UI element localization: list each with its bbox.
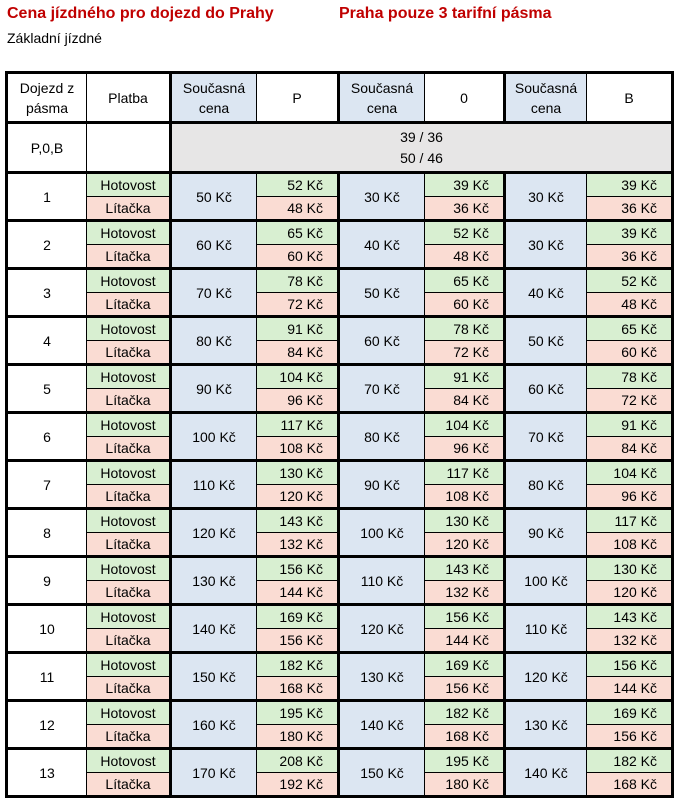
b-card-price: 168 Kč bbox=[587, 773, 673, 797]
table-row bbox=[7, 509, 673, 533]
table-row bbox=[7, 461, 673, 485]
p-card-price: 144 Kč bbox=[257, 581, 339, 605]
zone-cell: 1 bbox=[7, 173, 87, 221]
zone-cell: 11 bbox=[7, 653, 87, 701]
p-card-price: 156 Kč bbox=[257, 629, 339, 653]
page-title: Cena jízdného pro dojezd do Prahy bbox=[7, 5, 274, 22]
b-card-price: 48 Kč bbox=[587, 293, 673, 317]
zone-cell: 13 bbox=[7, 749, 87, 797]
z0-cash-price: 169 Kč bbox=[425, 653, 505, 677]
payment-cash-label: Hotovost bbox=[87, 653, 171, 677]
z0-card-price: 60 Kč bbox=[425, 293, 505, 317]
z0-cash-price: 52 Kč bbox=[425, 221, 505, 245]
b-card-price: 132 Kč bbox=[587, 629, 673, 653]
b-current-price: 40 Kč bbox=[505, 269, 587, 317]
b-cash-price: 39 Kč bbox=[587, 221, 673, 245]
p-current-price: 130 Kč bbox=[171, 557, 257, 605]
z0-current-price: 30 Kč bbox=[339, 173, 425, 221]
b-current-price: 50 Kč bbox=[505, 317, 587, 365]
b-current-price: 140 Kč bbox=[505, 749, 587, 797]
z0-card-price: 84 Kč bbox=[425, 389, 505, 413]
p-current-price: 120 Kč bbox=[171, 509, 257, 557]
z0-current-price: 100 Kč bbox=[339, 509, 425, 557]
zone-cell: 8 bbox=[7, 509, 87, 557]
z0-current-price: 50 Kč bbox=[339, 269, 425, 317]
z0-current-price: 150 Kč bbox=[339, 749, 425, 797]
payment-card-label: Lítačka bbox=[87, 725, 171, 749]
p-cash-price: 78 Kč bbox=[257, 269, 339, 293]
pob-values bbox=[171, 123, 673, 173]
table-row bbox=[7, 653, 673, 677]
payment-cash-label: Hotovost bbox=[87, 509, 171, 533]
payment-cash-label: Hotovost bbox=[87, 605, 171, 629]
b-current-price: 70 Kč bbox=[505, 413, 587, 461]
payment-cash-label: Hotovost bbox=[87, 413, 171, 437]
p-current-price: 70 Kč bbox=[171, 269, 257, 317]
z0-cash-price: 156 Kč bbox=[425, 605, 505, 629]
table-row bbox=[7, 749, 673, 773]
header-zone-b: B bbox=[587, 73, 673, 123]
payment-cash-label: Hotovost bbox=[87, 701, 171, 725]
p-current-price: 140 Kč bbox=[171, 605, 257, 653]
z0-current-price: 60 Kč bbox=[339, 317, 425, 365]
zone-cell: 4 bbox=[7, 317, 87, 365]
b-card-price: 120 Kč bbox=[587, 581, 673, 605]
pob-line-2: 50 / 46 bbox=[400, 149, 443, 166]
header-current-0: Současná cena bbox=[339, 73, 425, 123]
z0-current-price: 140 Kč bbox=[339, 701, 425, 749]
z0-cash-price: 78 Kč bbox=[425, 317, 505, 341]
b-card-price: 144 Kč bbox=[587, 677, 673, 701]
zone-cell: 6 bbox=[7, 413, 87, 461]
z0-card-price: 48 Kč bbox=[425, 245, 505, 269]
table-row bbox=[7, 173, 673, 197]
z0-card-price: 156 Kč bbox=[425, 677, 505, 701]
pob-label: P,0,B bbox=[7, 123, 87, 173]
b-current-price: 100 Kč bbox=[505, 557, 587, 605]
p-cash-price: 195 Kč bbox=[257, 701, 339, 725]
payment-cash-label: Hotovost bbox=[87, 557, 171, 581]
z0-card-price: 132 Kč bbox=[425, 581, 505, 605]
b-card-price: 72 Kč bbox=[587, 389, 673, 413]
p-card-price: 192 Kč bbox=[257, 773, 339, 797]
p-card-price: 84 Kč bbox=[257, 341, 339, 365]
b-current-price: 110 Kč bbox=[505, 605, 587, 653]
z0-card-price: 168 Kč bbox=[425, 725, 505, 749]
p-current-price: 150 Kč bbox=[171, 653, 257, 701]
payment-card-label: Lítačka bbox=[87, 533, 171, 557]
b-cash-price: 78 Kč bbox=[587, 365, 673, 389]
z0-card-price: 144 Kč bbox=[425, 629, 505, 653]
z0-current-price: 90 Kč bbox=[339, 461, 425, 509]
header-current-p: Současná cena bbox=[171, 73, 257, 123]
z0-cash-price: 91 Kč bbox=[425, 365, 505, 389]
p-card-price: 168 Kč bbox=[257, 677, 339, 701]
b-cash-price: 91 Kč bbox=[587, 413, 673, 437]
zone-cell: 10 bbox=[7, 605, 87, 653]
pob-payment-empty bbox=[87, 123, 171, 173]
table-row bbox=[7, 605, 673, 629]
z0-card-price: 180 Kč bbox=[425, 773, 505, 797]
p-card-price: 72 Kč bbox=[257, 293, 339, 317]
p-current-price: 80 Kč bbox=[171, 317, 257, 365]
z0-current-price: 40 Kč bbox=[339, 221, 425, 269]
b-current-price: 30 Kč bbox=[505, 173, 587, 221]
z0-cash-price: 195 Kč bbox=[425, 749, 505, 773]
p-cash-price: 130 Kč bbox=[257, 461, 339, 485]
table-row bbox=[7, 221, 673, 245]
payment-cash-label: Hotovost bbox=[87, 461, 171, 485]
p-current-price: 110 Kč bbox=[171, 461, 257, 509]
p-card-price: 96 Kč bbox=[257, 389, 339, 413]
payment-card-label: Lítačka bbox=[87, 341, 171, 365]
fare-table bbox=[5, 71, 674, 798]
payment-card-label: Lítačka bbox=[87, 485, 171, 509]
z0-card-price: 96 Kč bbox=[425, 437, 505, 461]
payment-cash-label: Hotovost bbox=[87, 365, 171, 389]
p-cash-price: 208 Kč bbox=[257, 749, 339, 773]
z0-card-price: 36 Kč bbox=[425, 197, 505, 221]
z0-cash-price: 39 Kč bbox=[425, 173, 505, 197]
z0-current-price: 130 Kč bbox=[339, 653, 425, 701]
zone-cell: 2 bbox=[7, 221, 87, 269]
b-cash-price: 117 Kč bbox=[587, 509, 673, 533]
b-current-price: 130 Kč bbox=[505, 701, 587, 749]
b-cash-price: 39 Kč bbox=[587, 173, 673, 197]
b-cash-price: 130 Kč bbox=[587, 557, 673, 581]
b-card-price: 108 Kč bbox=[587, 533, 673, 557]
z0-current-price: 70 Kč bbox=[339, 365, 425, 413]
p-card-price: 132 Kč bbox=[257, 533, 339, 557]
z0-cash-price: 65 Kč bbox=[425, 269, 505, 293]
page-subtitle: Základní jízdné bbox=[7, 30, 102, 46]
table-row bbox=[7, 317, 673, 341]
z0-current-price: 80 Kč bbox=[339, 413, 425, 461]
payment-cash-label: Hotovost bbox=[87, 221, 171, 245]
p-current-price: 100 Kč bbox=[171, 413, 257, 461]
p-cash-price: 65 Kč bbox=[257, 221, 339, 245]
payment-card-label: Lítačka bbox=[87, 773, 171, 797]
table-row bbox=[7, 413, 673, 437]
b-card-price: 156 Kč bbox=[587, 725, 673, 749]
b-cash-price: 65 Kč bbox=[587, 317, 673, 341]
b-cash-price: 104 Kč bbox=[587, 461, 673, 485]
p-cash-price: 182 Kč bbox=[257, 653, 339, 677]
b-cash-price: 143 Kč bbox=[587, 605, 673, 629]
payment-card-label: Lítačka bbox=[87, 197, 171, 221]
b-current-price: 60 Kč bbox=[505, 365, 587, 413]
header-current-b: Současná cena bbox=[505, 73, 587, 123]
pob-line-1: 39 / 36 bbox=[400, 128, 443, 145]
z0-card-price: 72 Kč bbox=[425, 341, 505, 365]
z0-cash-price: 143 Kč bbox=[425, 557, 505, 581]
header-zone: Dojezd z pásma bbox=[7, 73, 87, 123]
b-current-price: 80 Kč bbox=[505, 461, 587, 509]
b-card-price: 96 Kč bbox=[587, 485, 673, 509]
payment-cash-label: Hotovost bbox=[87, 749, 171, 773]
header-payment: Platba bbox=[87, 73, 171, 123]
page-title-secondary: Praha pouze 3 tarifní pásma bbox=[339, 5, 552, 22]
header-zone-p: P bbox=[257, 73, 339, 123]
zone-cell: 12 bbox=[7, 701, 87, 749]
p-cash-price: 156 Kč bbox=[257, 557, 339, 581]
p-card-price: 60 Kč bbox=[257, 245, 339, 269]
z0-cash-price: 117 Kč bbox=[425, 461, 505, 485]
zone-cell: 5 bbox=[7, 365, 87, 413]
p-card-price: 108 Kč bbox=[257, 437, 339, 461]
payment-card-label: Lítačka bbox=[87, 245, 171, 269]
p-card-price: 48 Kč bbox=[257, 197, 339, 221]
z0-cash-price: 182 Kč bbox=[425, 701, 505, 725]
b-card-price: 36 Kč bbox=[587, 245, 673, 269]
p-cash-price: 52 Kč bbox=[257, 173, 339, 197]
p-current-price: 60 Kč bbox=[171, 221, 257, 269]
payment-cash-label: Hotovost bbox=[87, 173, 171, 197]
p-current-price: 170 Kč bbox=[171, 749, 257, 797]
zone-cell: 3 bbox=[7, 269, 87, 317]
p-current-price: 50 Kč bbox=[171, 173, 257, 221]
z0-current-price: 110 Kč bbox=[339, 557, 425, 605]
p-cash-price: 104 Kč bbox=[257, 365, 339, 389]
payment-card-label: Lítačka bbox=[87, 293, 171, 317]
table-row bbox=[7, 365, 673, 389]
b-cash-price: 182 Kč bbox=[587, 749, 673, 773]
payment-card-label: Lítačka bbox=[87, 677, 171, 701]
b-current-price: 30 Kč bbox=[505, 221, 587, 269]
b-cash-price: 156 Kč bbox=[587, 653, 673, 677]
payment-cash-label: Hotovost bbox=[87, 269, 171, 293]
p-cash-price: 91 Kč bbox=[257, 317, 339, 341]
table-row bbox=[7, 701, 673, 725]
b-card-price: 36 Kč bbox=[587, 197, 673, 221]
p-card-price: 180 Kč bbox=[257, 725, 339, 749]
z0-cash-price: 130 Kč bbox=[425, 509, 505, 533]
p-cash-price: 169 Kč bbox=[257, 605, 339, 629]
p-cash-price: 117 Kč bbox=[257, 413, 339, 437]
payment-card-label: Lítačka bbox=[87, 389, 171, 413]
payment-card-label: Lítačka bbox=[87, 629, 171, 653]
pob-row bbox=[7, 123, 673, 173]
b-cash-price: 52 Kč bbox=[587, 269, 673, 293]
p-cash-price: 143 Kč bbox=[257, 509, 339, 533]
z0-current-price: 120 Kč bbox=[339, 605, 425, 653]
p-current-price: 90 Kč bbox=[171, 365, 257, 413]
table-row bbox=[7, 557, 673, 581]
header-row bbox=[7, 73, 673, 123]
zone-cell: 9 bbox=[7, 557, 87, 605]
z0-card-price: 108 Kč bbox=[425, 485, 505, 509]
payment-card-label: Lítačka bbox=[87, 581, 171, 605]
b-current-price: 120 Kč bbox=[505, 653, 587, 701]
table-row bbox=[7, 269, 673, 293]
z0-card-price: 120 Kč bbox=[425, 533, 505, 557]
header-zone-0: 0 bbox=[425, 73, 505, 123]
b-card-price: 84 Kč bbox=[587, 437, 673, 461]
b-cash-price: 169 Kč bbox=[587, 701, 673, 725]
p-card-price: 120 Kč bbox=[257, 485, 339, 509]
z0-cash-price: 104 Kč bbox=[425, 413, 505, 437]
payment-card-label: Lítačka bbox=[87, 437, 171, 461]
zone-cell: 7 bbox=[7, 461, 87, 509]
p-current-price: 160 Kč bbox=[171, 701, 257, 749]
b-current-price: 90 Kč bbox=[505, 509, 587, 557]
payment-cash-label: Hotovost bbox=[87, 317, 171, 341]
b-card-price: 60 Kč bbox=[587, 341, 673, 365]
